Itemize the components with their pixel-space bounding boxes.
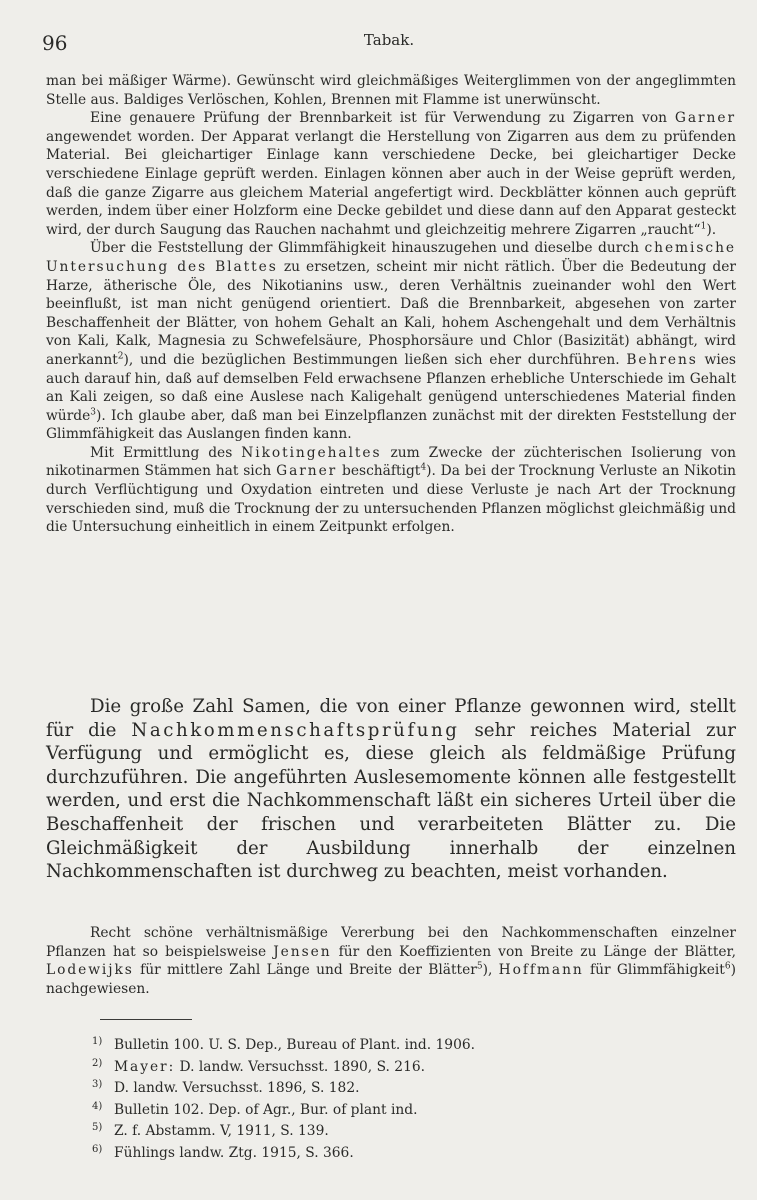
text-run: Recht schöne verhältnismäßige Vererbung bei den Nachkommenschaften einzelner Pflanzen hat so beispielsweise	[46, 925, 736, 960]
spaced-name: Hoffmann	[498, 962, 584, 979]
paragraph-3	[46, 239, 736, 444]
footnote-ref: 1	[700, 221, 707, 232]
paragraph-5	[46, 695, 736, 884]
text-run: Die große Zahl Samen, die von einer Pflanze gewonnen wird, stellt für die	[46, 696, 736, 741]
spaced-term: Nachkommenschaftsprüfung	[131, 719, 460, 741]
spaced-name: Garner	[276, 463, 338, 480]
footnote-text: Bulletin 100. U. S. Dep., Bureau of Plant. ind. 1906.	[114, 1037, 476, 1053]
text-run: ),	[482, 962, 499, 979]
paragraph-6	[46, 924, 736, 998]
footnote-ref: 5	[476, 961, 483, 972]
footnote-mark: 3)	[92, 1079, 103, 1091]
footnote	[92, 1098, 652, 1120]
footnote-ref: 2	[117, 351, 124, 362]
text-run: ). Ich glaube aber, daß man bei Einzelpflanzen zunächst mit der direkten Feststellung der Glimmfähigkeit das Auslangen finden kann.	[46, 407, 736, 443]
footnote	[92, 1055, 652, 1077]
footnote-mark: 2)	[92, 1057, 103, 1069]
spaced-name: Behrens	[626, 351, 698, 368]
footnote-author: Mayer:	[114, 1058, 176, 1075]
text-run: angewendet worden. Der Apparat verlangt die Herstellung von Zigarren aus dem zu prüfenden Material. Bei gleichartiger Einlage kann verschiedene Decke, bei gleichartiger Decke verschiedene Einlage geprüft werden. Einlagen können aber auch in der Weise geprüft werden, daß die ganze Zigarre aus gleichem Material angefertigt wird. Deckblätter können auch geprüft werden, indem über einer Holzform eine Decke gebildet und diese dann auf den Apparat gesteckt wird, der durch Saugung das Rauchen nachahmt und gleichzeitig mehrere Zigarren „raucht“	[46, 128, 736, 238]
spaced-term: chemische Untersuchung des Blattes	[46, 240, 736, 275]
footnotes	[92, 1033, 652, 1163]
text-run: wies auch darauf hin, daß auf demselben Feld erwachsene Pflanzen erhebliche Unterschiede im Gehalt an Kali zeigen, so daß eine Auslese nach Kaligehalt genügend unterschiedenes Material finden würde	[46, 351, 736, 424]
running-head: Tabak.	[363, 31, 415, 49]
spaced-name: Lodewijks	[46, 962, 134, 979]
spaced-name: Jensen	[273, 943, 332, 960]
footnote	[92, 1076, 652, 1098]
text-run: für den Koeffizienten von Breite zu Länge der Blätter,	[331, 943, 736, 960]
text-run: ), und die bezüglichen Bestimmungen ließen sich eher durchführen.	[123, 351, 627, 368]
page-header	[42, 31, 736, 55]
footnote-ref: 6	[724, 961, 731, 972]
footnote	[92, 1141, 652, 1163]
paragraph-2	[46, 109, 736, 239]
text-run: Mit Ermittlung des	[90, 444, 242, 461]
footnote-text: D. landw. Versuchsst. 1890, S. 216.	[175, 1058, 426, 1075]
text-run: Eine genauere Prüfung der Brennbarkeit ist für Verwendung zu Zigarren von	[90, 110, 675, 127]
footnote	[92, 1119, 652, 1141]
body-large-section	[46, 695, 736, 884]
footnote-mark: 5)	[92, 1122, 103, 1134]
text-run: ) nachgewiesen.	[46, 962, 736, 997]
spaced-name: Garner	[674, 110, 736, 127]
footnote	[92, 1033, 652, 1055]
text-run: beschäftigt	[337, 463, 421, 480]
footnote-text: Bulletin 102. Dep. of Agr., Bur. of plant ind.	[114, 1101, 418, 1118]
footnote-mark: 1)	[92, 1036, 103, 1047]
footnote-mark: 6)	[92, 1143, 103, 1155]
text-run: ).	[706, 221, 717, 238]
text-run: für Glimmfähigkeit	[583, 962, 725, 979]
body-small-section	[46, 72, 736, 537]
text-run: zum Zwecke der züchterischen Isolierung von nikotinarmen Stämmen hat sich	[46, 444, 736, 480]
paragraph-4	[46, 444, 736, 537]
footnote-text: D. landw. Versuchsst. 1896, S. 182.	[114, 1080, 360, 1097]
text-run: ). Da bei der Trocknung Verluste an Nikotin durch Verflüchtigung und Oxydation eintreten und diese Verluste je nach Art der Trocknung verschieden sind, muß die Trocknung der zu untersuchenden Pflanzen möglichst gleichmäßig und die Untersuchung einheitlich in einem Zeitpunkt erfolgen.	[46, 463, 736, 536]
text-run: zu ersetzen, scheint mir nicht rätlich. Über die Bedeutung der Harze, ätherische Öle, des Nikotianins usw., deren Verhältnis zueinander wohl den Wert beeinflußt, ist man nicht genügend orientiert. Daß die Brennbarkeit, abgesehen von zarter Beschaffenheit der Blätter, von hohem Gehalt an Kali, hohem Aschengehalt und dem Verhältnis von Kali, Kalk, Magnesia zu Schwefelsäure, Phosphorsäure und Chlor (Basizität) abhängt, wird anerkannt	[46, 258, 736, 368]
text-run: für mittlere Zahl Länge und Breite der Blätter	[133, 962, 477, 979]
footnote-ref: 3	[90, 407, 97, 418]
text-run: Über die Feststellung der Glimmfähigkeit hinauszugehen und dieselbe durch	[90, 240, 645, 257]
text-run: sehr reiches Material zur Verfügung und ermöglicht es, diese gleich als feldmäßige Prüfung durchzuführen. Die angeführten Auslesemomente können alle festgestellt werden, und erst die Nachkommenschaft läßt ein sicheres Urteil über die Beschaffenheit der frischen und verarbeiteten Blätter zu. Die Gleichmäßigkeit der Ausbildung innerhalb der einzelnen Nachkommenschaften ist durchweg zu beachten, meist vorhanden.	[46, 719, 736, 883]
text-run: man bei mäßiger Wärme). Gewünscht wird gleichmäßiges Weiterglimmen von der angeglimmten Stelle aus. Baldiges Verlöschen, Kohlen, Brennen mit Flamme ist unerwünscht.	[46, 73, 736, 108]
footnote-mark: 4)	[92, 1100, 103, 1112]
body-small-closing	[46, 924, 736, 998]
footnote-divider	[100, 1019, 192, 1020]
page-number: 96	[42, 31, 68, 55]
footnote-ref: 4	[420, 462, 427, 473]
footnote-text: Fühlings landw. Ztg. 1915, S. 366.	[114, 1144, 354, 1161]
spaced-term: Nikotingehaltes	[241, 444, 382, 461]
footnote-text: Z. f. Abstamm. V, 1911, S. 139.	[114, 1123, 329, 1140]
paragraph-1	[46, 72, 736, 109]
